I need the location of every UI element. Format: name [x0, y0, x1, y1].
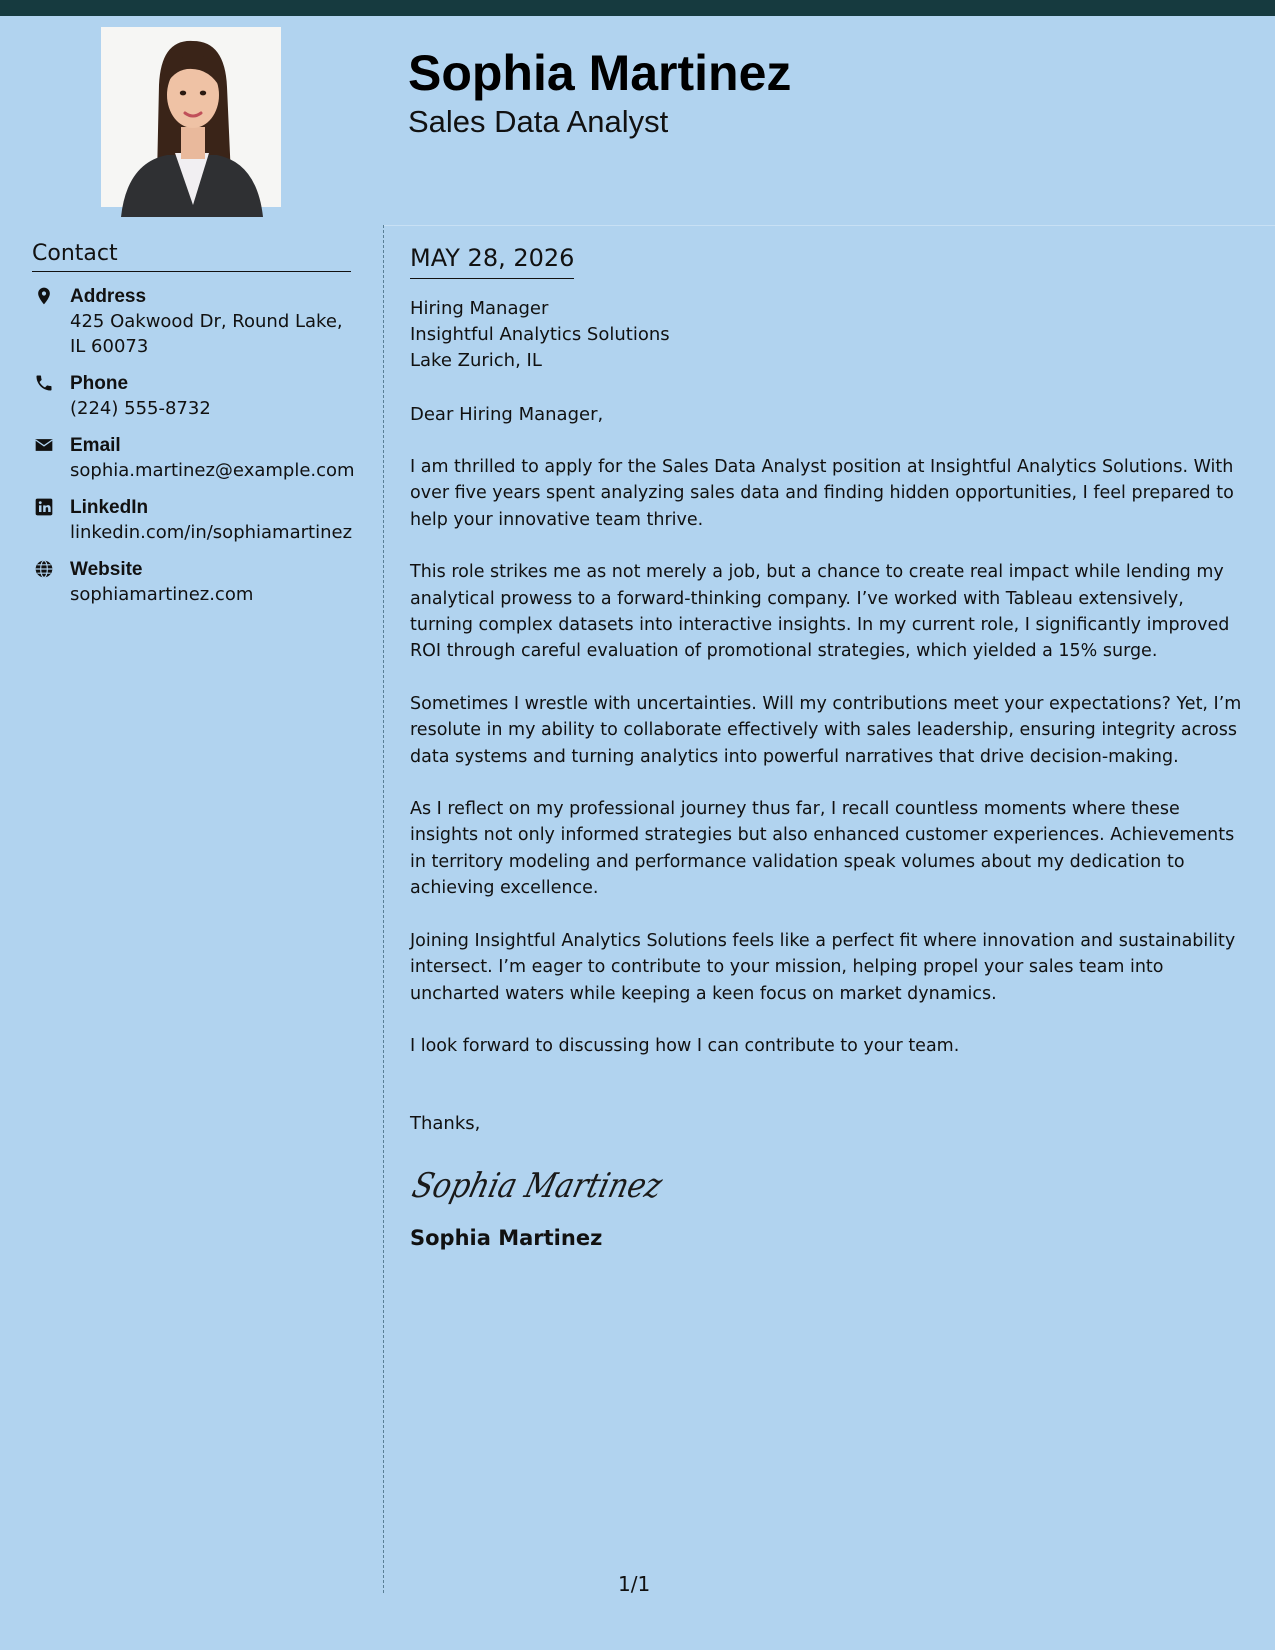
- page-number: 1/1: [618, 1572, 651, 1596]
- letter-body: [410, 240, 1246, 1253]
- map-pin-icon: [34, 286, 54, 306]
- recipient-block: [410, 296, 1246, 374]
- contact-label: Email: [70, 435, 121, 456]
- column-divider: [383, 225, 384, 1593]
- linkedin-icon: [34, 497, 54, 517]
- contact-heading: Contact: [32, 238, 351, 272]
- contact-item-email: [32, 433, 362, 483]
- contact-label: Website: [70, 559, 143, 580]
- letter-date: MAY 28, 2026: [410, 240, 574, 279]
- contact-item-linkedin: [32, 495, 362, 545]
- contact-label: Phone: [70, 373, 129, 394]
- salutation: Dear Hiring Manager,: [410, 404, 604, 425]
- recipient-line: Hiring Manager: [410, 298, 549, 319]
- closing: Thanks,: [410, 1113, 481, 1135]
- address-value: 425 Oakwood Dr, Round Lake, IL 60073: [70, 311, 343, 357]
- letter-paragraph: Sometimes I wrestle with uncertainties. Will my contributions meet your expectations? Yet, I’m resolute in my ability to collaborate effectively with sales leadership, ensuring integrity across data systems and turning analytics into powerful narratives that drive decision-making.: [410, 693, 1242, 767]
- applicant-name: Sophia Martinez: [408, 45, 792, 101]
- letter-paragraph: This role strikes me as not merely a job, but a chance to create real impact while lending my analytical prowess to a forward-thinking company. I’ve worked with Tableau extensively, turning complex datasets into interactive insights. In my current role, I significantly improved ROI through careful evaluation of promotional strategies, which yielded a 15% surge.: [410, 562, 1230, 662]
- recipient-line: Lake Zurich, IL: [410, 350, 542, 371]
- signature-text: Sophia Martinez: [408, 1166, 704, 1207]
- website-value[interactable]: sophiamartinez.com: [70, 584, 254, 605]
- globe-icon: [34, 559, 54, 579]
- email-value[interactable]: sophia.martinez@example.com: [70, 460, 355, 481]
- signer-name: Sophia Martinez: [410, 1226, 603, 1251]
- job-title: Sales Data Analyst: [408, 104, 669, 139]
- linkedin-value[interactable]: linkedin.com/in/sophiamartinez: [70, 522, 353, 543]
- letter-paragraph: Joining Insightful Analytics Solutions feels like a perfect fit where innovation and sustainability intersect. I’m eager to contribute to your mission, helping propel your sales team into uncharted waters while keeping a keen focus on market dynamics.: [410, 930, 1236, 1004]
- phone-icon: [34, 373, 54, 393]
- letter-paragraph: I look forward to discussing how I can contribute to your team.: [410, 1035, 960, 1056]
- header-divider: [384, 225, 1275, 226]
- handwritten-signature: [408, 1159, 704, 1209]
- profile-photo: [101, 27, 281, 207]
- letter-paragraph: As I reflect on my professional journey thus far, I recall countless moments where these insights not only informed strategies but also enhanced customer experiences. Achievements in territory modeling and performance validation speak volumes about my dedication to achieving excellence.: [410, 799, 1235, 899]
- top-bar: [0, 0, 1275, 16]
- contact-label: LinkedIn: [70, 497, 149, 518]
- contact-list: [32, 284, 362, 619]
- recipient-line: Insightful Analytics Solutions: [410, 324, 670, 345]
- contact-item-phone: [32, 371, 362, 421]
- letter-paragraph: I am thrilled to apply for the Sales Data Analyst position at Insightful Analytics Solutions. With over five years spent analyzing sales data and finding hidden opportunities, I feel prepared to help your innovative team thrive.: [410, 457, 1234, 530]
- contact-label: Address: [70, 286, 147, 307]
- contact-item-address: [32, 284, 362, 359]
- contact-item-website: [32, 557, 362, 607]
- envelope-icon: [34, 435, 54, 455]
- phone-value[interactable]: (224) 555-8732: [70, 398, 211, 419]
